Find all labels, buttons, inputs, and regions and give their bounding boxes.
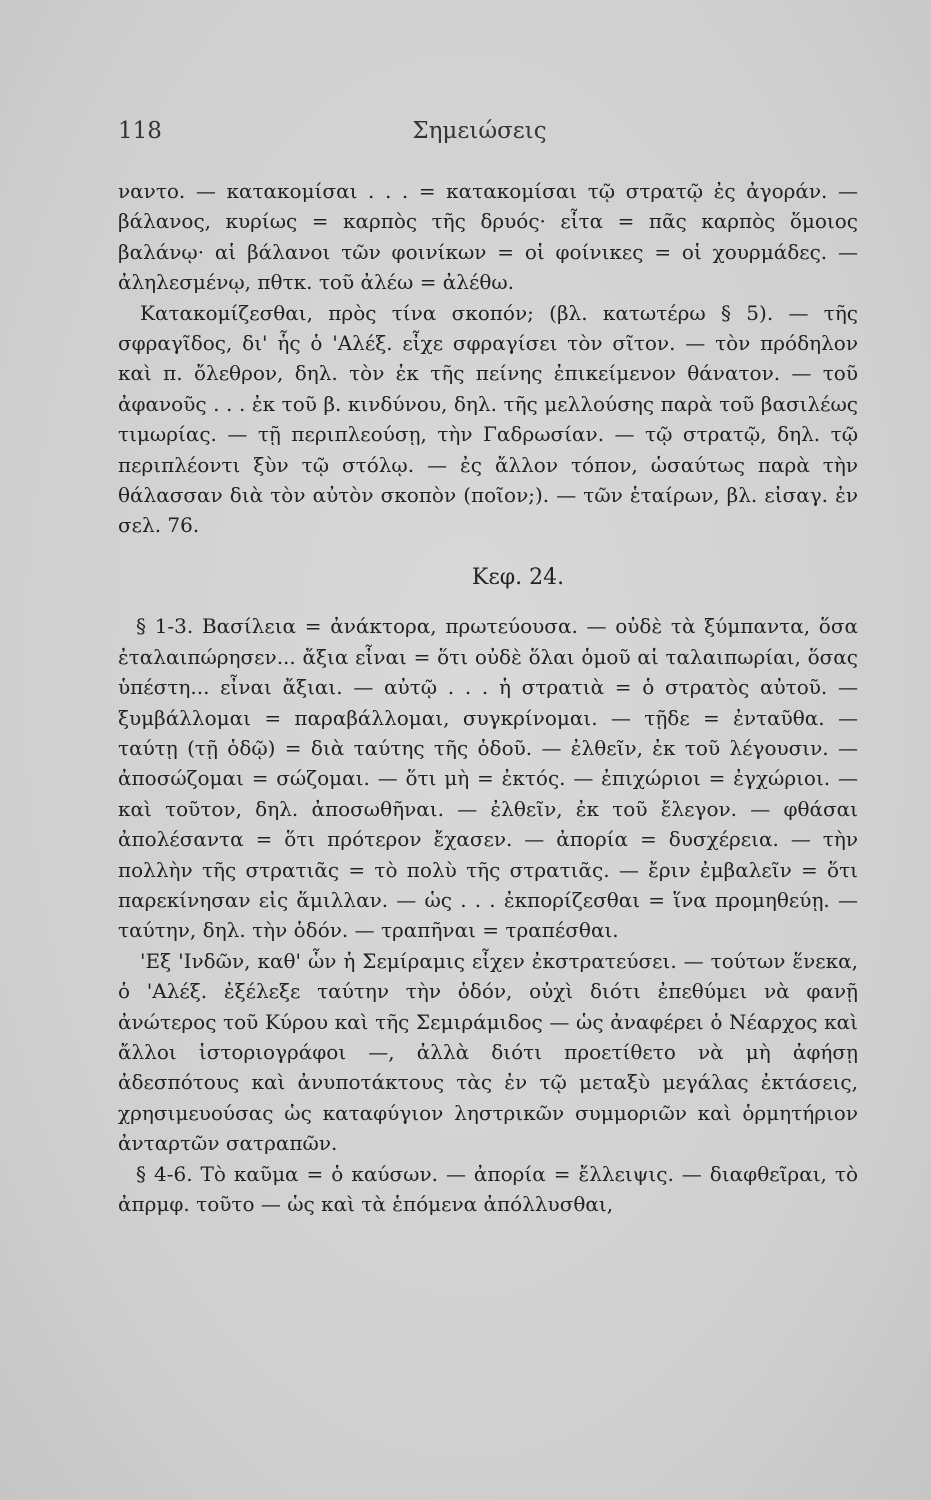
- notes-paragraph-5: § 4-6. Τὸ καῦμα = ὁ καύσων. — ἀπορία = ἔλλειψις. — διαφθεῖραι, τὸ ἀπρμφ. τοῦτο — ὡς καὶ τὰ ἑπόμενα ἀπόλλυσθαι,: [118, 1161, 858, 1216]
- page-number: 118: [118, 118, 162, 144]
- running-head: Σημειώσεις: [412, 118, 547, 144]
- page-body: [118, 176, 858, 1219]
- notes-paragraph-3: § 1-3. Βασίλεια = ἀνάκτορα, πρωτεύουσα. — οὐδὲ τὰ ξύμπαντα, ὅσα ἐταλαιπώρησεν... ἄξια εἶναι = ὅτι οὐδὲ ὅλαι ὁμοῦ αἱ ταλαιπωρίαι, ὅσας ὑπέστη... εἶναι ἄξιαι. — αὐτῷ . . . ἡ στρατιὰ = ὁ στρατὸς αὐτοῦ. — ξυμβάλλομαι = παραβάλλομαι, συγκρίνομαι. — τῇδε = ἐνταῦθα. — ταύτῃ (τῇ ὁδῷ) = διὰ ταύτης τῆς ὁδοῦ. — ἐλθεῖν, ἐκ τοῦ λέγουσιν. — ἀποσώζομαι = σώζομαι. — ὅτι μὴ = ἐκτός. — ἐπιχώριοι = ἐγχώριοι. — καὶ τοῦτον, δηλ. ἀποσωθῆναι. — ἐλθεῖν, ἐκ τοῦ ἔλεγον. — φθάσαι ἀπολέσαντα = ὅτι πρότερον ἔχασεν. — ἀπορία = δυσχέρεια. — τὴν πολλὴν τῆς στρατιᾶς = τὸ πολὺ τῆς στρατιᾶς. — ἔριν ἐμβαλεῖν = ὅτι παρεκίνησαν εἰς ἅμιλλαν. — ὡς . . . ἐκπορίζεσθαι = ἵνα προμηθεύῃ. — ταύτην, δηλ. τὴν ὁδόν. — τραπῆναι = τραπέσθαι.: [118, 614, 858, 943]
- notes-paragraph-4: 'Εξ 'Ινδῶν, καθ' ὧν ἡ Σεμίραμις εἶχεν ἐκστρατεύσει. — τούτων ἕνεκα, ὁ 'Αλέξ. ἐξέλεξε ταύτην τὴν ὁδόν, οὐχὶ διότι ἐπεθύμει νὰ φανῇ ἀνώτερος τοῦ Κύρου καὶ τῆς Σεμιράμιδος — ὡς ἀναφέρει ὁ Νέαρχος καὶ ἄλλοι ἱστοριογράφοι —, ἀλλὰ διότι προετίθετο νὰ μὴ ἀφήσῃ ἀδεσπότους καὶ ἀνυποτάκτους τὰς ἐν τῷ μεταξὺ μεγάλας ἐκτάσεις, χρησιμευούσας ὡς καταφύγιον ληστρικῶν συμμοριῶν καὶ ὁρμητήριον ἀνταρτῶν σατραπῶν.: [118, 948, 858, 1156]
- notes-paragraph-2: Κατακομίζεσθαι, πρὸς τίνα σκοπόν; (βλ. κατωτέρω § 5). — τῆς σφραγῖδος, δι' ἧς ὁ 'Αλέξ. εἶχε σφραγίσει τὸν σῖτον. — τὸν πρόδηλον καὶ π. ὄλεθρον, δηλ. τὸν ἐκ τῆς πείνης ἐπικείμενον θάνατον. — τοῦ ἀφανοῦς . . . ἐκ τοῦ β. κινδύνου, δηλ. τῆς μελλούσης παρὰ τοῦ βασιλέως τιμωρίας. — τῇ περιπλεούσῃ, τὴν Γαδρωσίαν. — τῷ στρατῷ, δηλ. τῷ περιπλέοντι ξὺν τῷ στόλῳ. — ἐς ἄλλον τόπον, ὡσαύτως παρὰ τὴν θάλασσαν διὰ τὸν αὐτὸν σκοπὸν (ποῖον;). — τῶν ἑταίρων, βλ. εἰσαγ. ἐν σελ. 76.: [118, 300, 858, 538]
- page-header: [118, 118, 841, 152]
- chapter-heading: Κεφ. 24.: [471, 564, 565, 590]
- notes-paragraph-1: ναντο. — κατακομίσαι . . . = κατακομίσαι τῷ στρατῷ ἐς ἀγοράν. — βάλανος, κυρίως = καρπὸς τῆς δρυός· εἶτα = πᾶς καρπὸς ὅμοιος βαλάνῳ· αἱ βάλανοι τῶν φοινίκων = οἱ φοίνικες = οἱ χουρμάδες. — ἀληλεσμένῳ, πθτκ. τοῦ ἀλέω = ἀλέθω.: [118, 179, 858, 295]
